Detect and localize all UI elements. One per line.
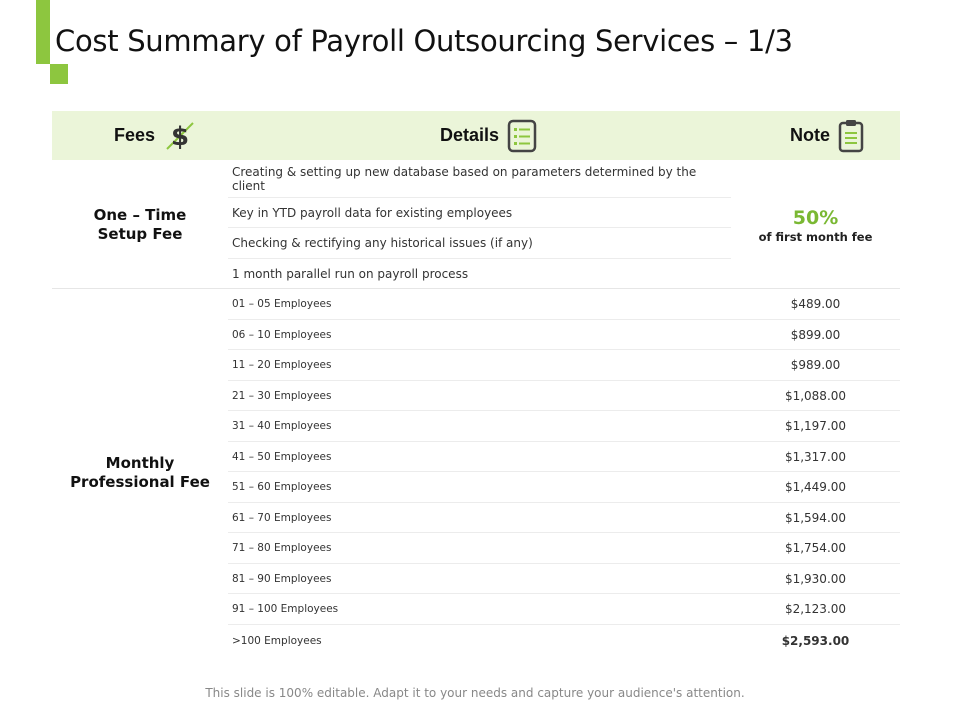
monthly-range-row xyxy=(228,564,731,594)
header-note-label: Note xyxy=(790,125,830,145)
setup-note-text: of first month fee xyxy=(758,230,873,244)
employee-range: 91 – 100 Employees xyxy=(232,603,339,615)
employee-range: 61 – 70 Employees xyxy=(232,511,332,524)
header-details xyxy=(440,111,537,160)
header-fees-label: Fees xyxy=(114,125,156,145)
monthly-price: $1,930.00 xyxy=(784,571,847,586)
monthly-range-row xyxy=(228,411,731,442)
monthly-price: $2,593.00 xyxy=(781,633,850,648)
clipboard-icon xyxy=(838,119,864,153)
monthly-fee-label-line2: Professional Fee xyxy=(70,473,210,491)
monthly-price-row xyxy=(731,472,900,503)
monthly-range-row xyxy=(228,503,731,533)
monthly-price: $1,594.00 xyxy=(784,510,847,525)
header-fees xyxy=(114,111,197,160)
monthly-price: $2,123.00 xyxy=(784,602,847,616)
monthly-price-row xyxy=(731,381,900,411)
monthly-price-row xyxy=(731,533,900,564)
setup-detail-row xyxy=(228,160,731,198)
setup-detail-row xyxy=(228,228,731,259)
monthly-price-row xyxy=(731,320,900,350)
monthly-range-row xyxy=(228,320,731,350)
monthly-range-row xyxy=(228,594,731,625)
monthly-price-row xyxy=(731,503,900,533)
monthly-price-row xyxy=(731,594,900,625)
setup-detail-text: 1 month parallel run on payroll process xyxy=(232,266,469,281)
monthly-range-row xyxy=(228,533,731,564)
monthly-range-row xyxy=(228,350,731,381)
monthly-price: $1,449.00 xyxy=(784,480,847,494)
employee-range: 71 – 80 Employees xyxy=(232,542,332,554)
monthly-price: $489.00 xyxy=(790,297,841,311)
title-accent-square xyxy=(50,64,68,84)
setup-detail-text: Creating & setting up new database based on parameters determined by the client xyxy=(232,164,697,193)
monthly-price: $1,197.00 xyxy=(784,419,847,433)
setup-fee-label-line1: One – Time xyxy=(93,206,187,224)
setup-fee-label-line2: Setup Fee xyxy=(97,225,183,243)
monthly-price: $1,754.00 xyxy=(784,541,847,555)
dollar-icon xyxy=(163,119,197,153)
employee-range: 81 – 90 Employees xyxy=(232,572,332,585)
monthly-price: $989.00 xyxy=(790,358,841,372)
monthly-price: $1,317.00 xyxy=(784,449,847,464)
setup-detail-row xyxy=(228,198,731,228)
setup-detail-text: Checking & rectifying any historical issues (if any) xyxy=(232,236,533,250)
title-accent-bar xyxy=(36,0,50,64)
monthly-range-row xyxy=(228,472,731,503)
monthly-price-row xyxy=(731,350,900,381)
monthly-fee-label xyxy=(52,454,228,492)
monthly-range-row xyxy=(228,289,731,320)
setup-detail-text: Key in YTD payroll data for existing employees xyxy=(232,205,513,220)
setup-detail-row xyxy=(228,259,731,288)
monthly-price-row xyxy=(731,411,900,442)
employee-range: 11 – 20 Employees xyxy=(232,359,332,371)
header-details-label: Details xyxy=(440,125,500,145)
slide-title: Cost Summary of Payroll Outsourcing Services – 1/3 xyxy=(55,24,793,58)
employee-range: 06 – 10 Employees xyxy=(232,328,332,341)
setup-fee-label xyxy=(52,206,228,244)
monthly-range-row xyxy=(228,381,731,411)
monthly-fee-label-line1: Monthly xyxy=(105,454,175,472)
checklist-icon xyxy=(507,119,537,153)
employee-range: 41 – 50 Employees xyxy=(232,450,332,463)
header-note xyxy=(790,111,864,160)
footer-note: This slide is 100% editable. Adapt it to your needs and capture your audience's attention. xyxy=(205,686,745,700)
employee-range: 51 – 60 Employees xyxy=(232,481,332,493)
svg-text:$: $ xyxy=(170,121,190,152)
monthly-price-row xyxy=(731,625,900,656)
monthly-price: $1,088.00 xyxy=(784,388,847,403)
monthly-range-row xyxy=(228,625,731,656)
employee-range: >100 Employees xyxy=(232,634,322,647)
monthly-range-row xyxy=(228,442,731,472)
monthly-price-row xyxy=(731,564,900,594)
employee-range: 21 – 30 Employees xyxy=(232,389,332,402)
table-header xyxy=(52,111,900,160)
monthly-price-row xyxy=(731,442,900,472)
employee-range: 31 – 40 Employees xyxy=(232,420,332,432)
employee-range: 01 – 05 Employees xyxy=(232,298,332,310)
setup-note-percent: 50% xyxy=(792,207,839,229)
monthly-price-row xyxy=(731,289,900,320)
monthly-price: $899.00 xyxy=(790,327,841,342)
